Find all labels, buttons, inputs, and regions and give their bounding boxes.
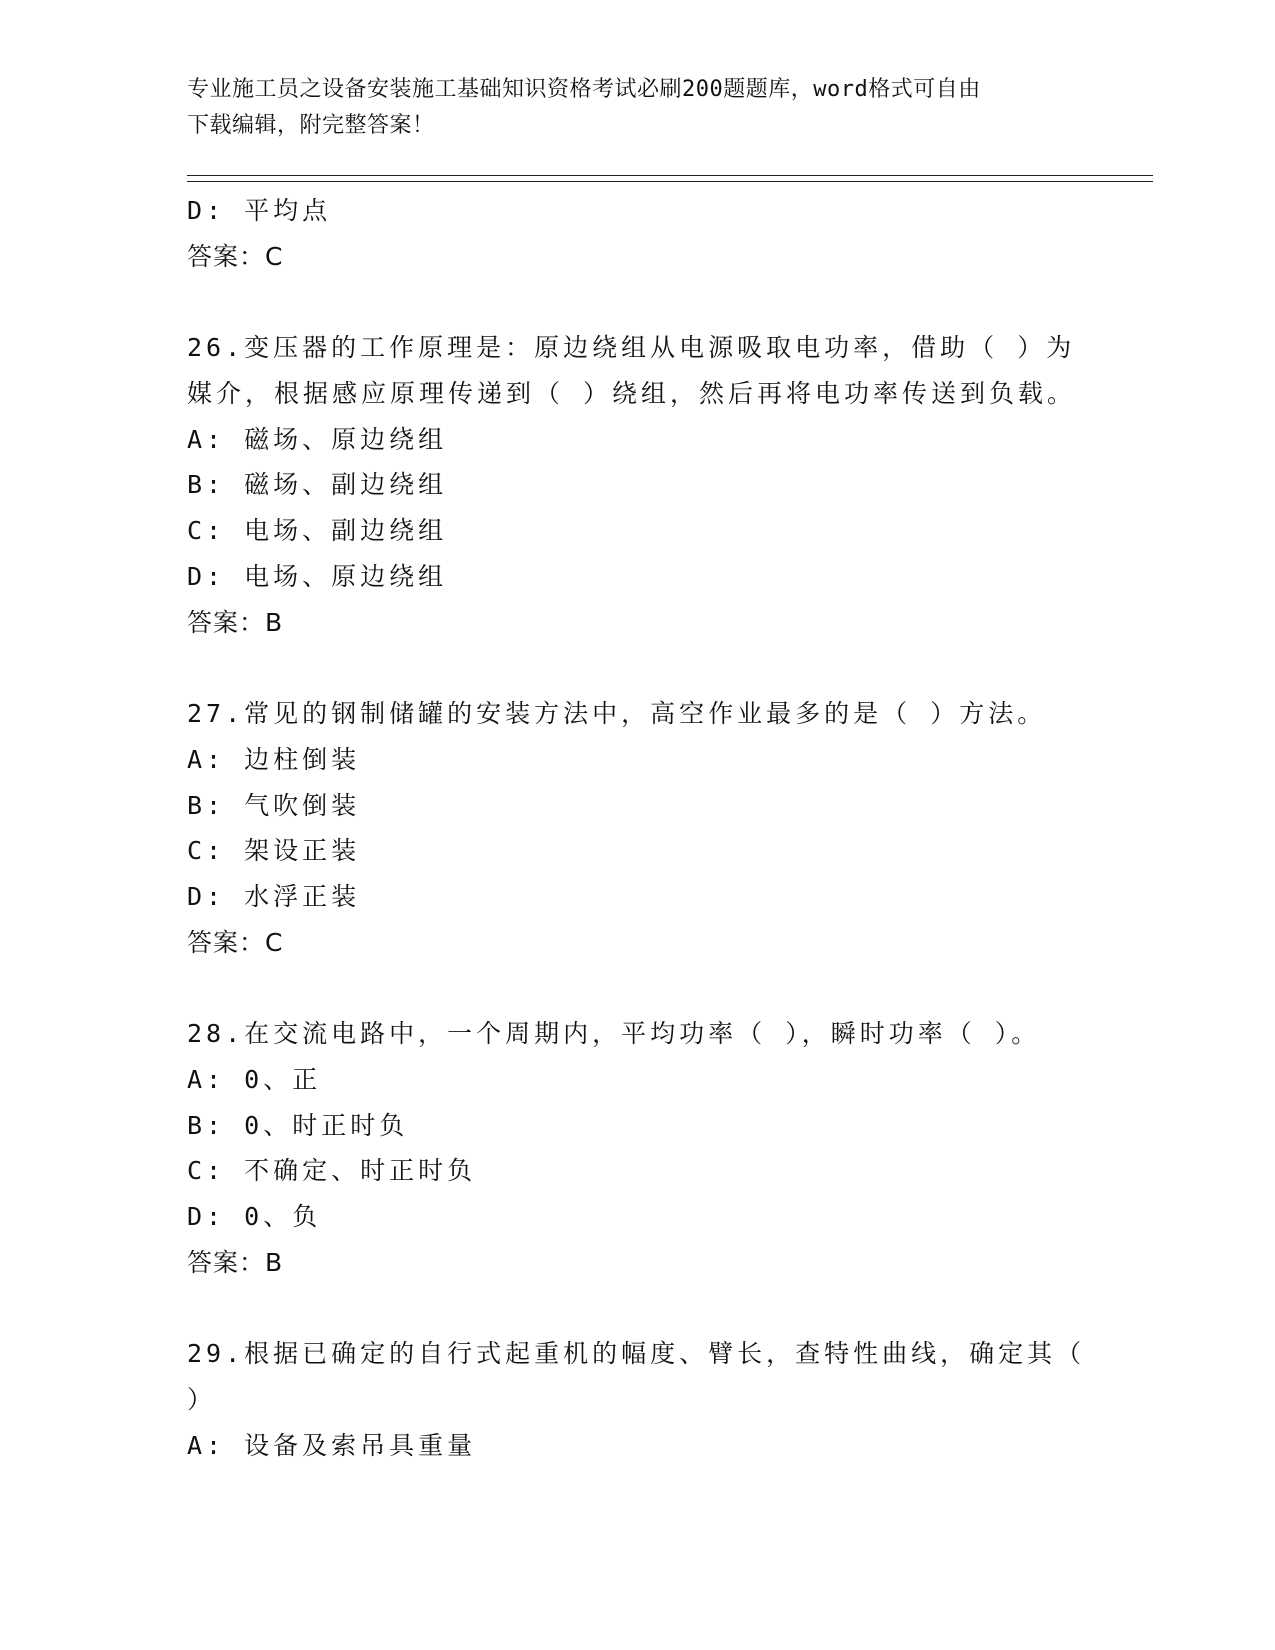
header-rule-top <box>187 175 1153 176</box>
question-text-line: 27.常见的钢制储罐的安装方法中，高空作业最多的是（ ）方法。 <box>187 699 1047 729</box>
option-b: B: 磁场、副边绕组 <box>187 470 448 500</box>
option-d: D: 0、负 <box>187 1202 322 1232</box>
question-text-line: ） <box>187 1385 217 1415</box>
header-line-2: 下载编辑，附完整答案！ <box>187 113 435 138</box>
spacer <box>187 965 1087 1011</box>
question-28 <box>187 1011 1087 1285</box>
option-d: D: 电场、原边绕组 <box>187 561 448 591</box>
answer: 答案：B <box>187 1247 284 1277</box>
option-b: B: 0、时正时负 <box>187 1110 409 1140</box>
header-line-1: 专业施工员之设备安装施工基础知识资格考试必刷200题题库，word格式可自由 <box>187 77 981 102</box>
spacer <box>187 645 1087 691</box>
question-text-line: 28.在交流电路中，一个周期内，平均功率（ ），瞬时功率（ ）。 <box>187 1019 1041 1049</box>
option-d: D: 水浮正装 <box>187 881 361 911</box>
option-c: C: 不确定、时正时负 <box>187 1156 477 1186</box>
option-a: A: 0、正 <box>187 1065 322 1094</box>
question-26 <box>187 325 1087 645</box>
question-text-line: 媒介，根据感应原理传递到（ ）绕组，然后再将电功率传送到负载。 <box>187 379 1077 409</box>
option-d: D: 平均点 <box>187 196 332 225</box>
option-a: A: 磁场、原边绕组 <box>187 424 448 454</box>
question-content <box>187 188 1087 1469</box>
spacer <box>187 1285 1087 1331</box>
answer: 答案：C <box>187 927 284 957</box>
document-header <box>187 72 1087 144</box>
question-text-line: 29.根据已确定的自行式起重机的幅度、臂长，查特性曲线，确定其（ <box>187 1339 1086 1369</box>
option-c: C: 电场、副边绕组 <box>187 516 448 546</box>
question-29 <box>187 1331 1087 1468</box>
option-c: C: 架设正装 <box>187 836 361 866</box>
spacer <box>187 279 1087 325</box>
answer: 答案：B <box>187 607 284 637</box>
option-a: A: 边柱倒装 <box>187 744 361 774</box>
header-rule-bottom <box>187 181 1153 182</box>
question-text-line: 26.变压器的工作原理是：原边绕组从电源吸取电功率，借助（ ）为 <box>187 333 1076 363</box>
option-b: B: 气吹倒装 <box>187 790 361 820</box>
answer: 答案：C <box>187 241 284 271</box>
question-27 <box>187 691 1087 965</box>
option-a: A: 设备及索吊具重量 <box>187 1430 477 1460</box>
